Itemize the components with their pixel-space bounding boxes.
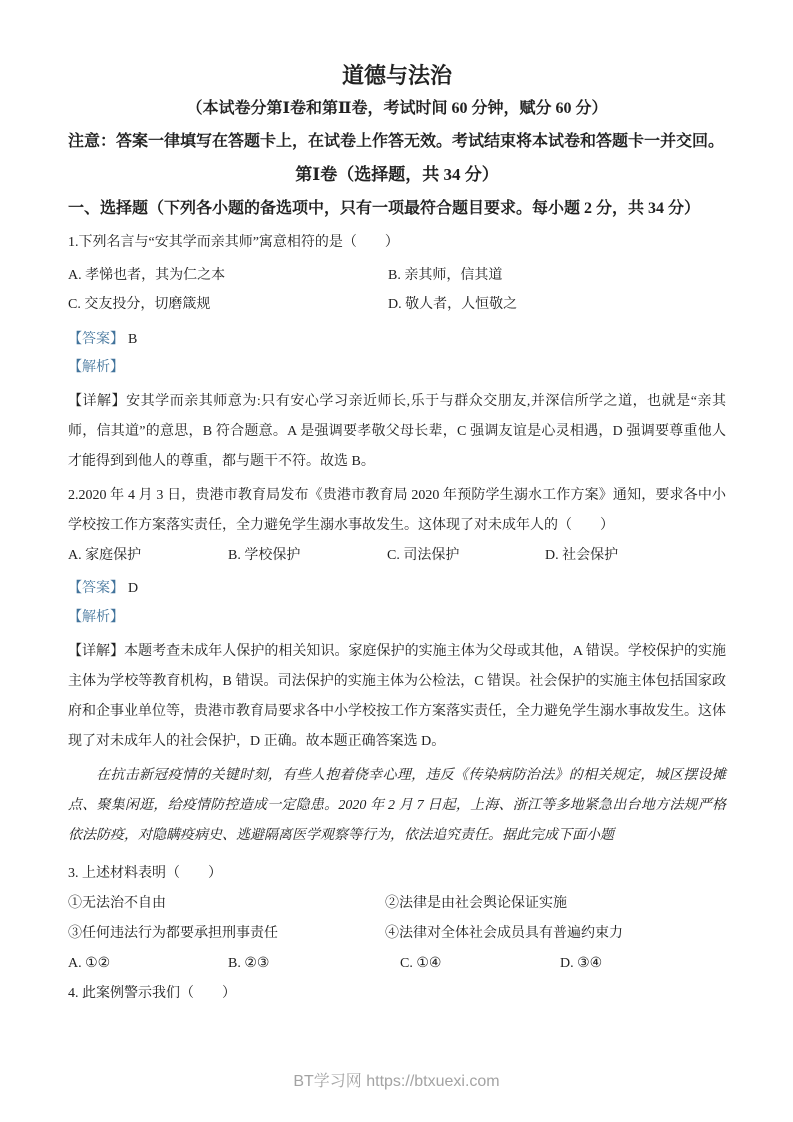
exam-notice: 注意：答案一律填写在答题卡上，在试卷上作答无效。考试结束将本试卷和答题卡一并交回。 <box>68 133 725 150</box>
question-3 <box>68 863 726 975</box>
question-1-answer-line <box>68 329 726 351</box>
question-1-detail: 【详解】安其学而亲其师意为:只有安心学习亲近师长,乐于与群众交朋友,并深信所学之道，也就是“亲其师，信其道”的意思，B 符合题意。A 是强调要孝敬父母长辈，C 强调友谊是心灵相遇，D 强调要尊重他人才能得到到他人的尊重，都与题干不符。故选 B。 <box>68 394 726 469</box>
question-2-answer-value: D <box>128 581 139 596</box>
answer-label: 【答案】 <box>68 332 124 347</box>
analysis-label: 【解析】 <box>68 610 124 625</box>
question-3-option-d: D. ③④ <box>560 956 603 971</box>
question-3-options-row <box>68 953 726 975</box>
question-1 <box>68 232 726 477</box>
exam-subtitle: （本试卷分第Ⅰ卷和第Ⅱ卷，考试时间 60 分钟，赋分 60 分） <box>186 100 608 117</box>
question-3-item-2: ②法律是由社会舆论保证实施 <box>385 896 567 911</box>
question-3-stem: 3. 上述材料表明（ ） <box>68 866 222 881</box>
question-3-option-c: C. ①④ <box>400 956 442 971</box>
question-3-items-row-1 <box>68 893 726 915</box>
analysis-label: 【解析】 <box>68 360 124 375</box>
question-3-item-1: ①无法治不自由 <box>68 896 166 911</box>
material-paragraph: 在抗击新冠疫情的关键时刻，有些人抱着侥幸心理，违反《传染病防治法》的相关规定，城区摆设摊点、聚集闲逛，给疫情防控造成一定隐患。2020 年 2 月 7 日起，上海、浙江等多地紧急出台地方法规严格依法防疫，对隐瞒疫病史、逃避隔离医学观察等行为，依法追究责任。据此完成下面小题 <box>68 768 726 843</box>
answer-label: 【答案】 <box>68 581 124 596</box>
question-1-analysis-line <box>68 357 726 379</box>
question-1-options-row-1 <box>68 265 726 287</box>
question-2-options-row <box>68 545 726 567</box>
question-2-option-c: C. 司法保护 <box>387 548 460 563</box>
question-4-stem: 4. 此案例警示我们（ ） <box>68 986 236 1001</box>
question-4 <box>68 983 726 1005</box>
section-heading: 一、选择题（下列各小题的备选项中，只有一项最符合题目要求。每小题 2 分，共 34 分） <box>68 200 701 217</box>
question-1-stem: 1.下列名言与“安其学而亲其师”寓意相符的是（ ） <box>68 235 399 250</box>
question-3-items-row-2 <box>68 923 726 945</box>
footer-watermark: BT学习网 https://btxuexi.com <box>293 1073 500 1090</box>
question-2-option-a: A. 家庭保护 <box>68 548 142 563</box>
question-3-option-b: B. ②③ <box>228 956 270 971</box>
question-1-options-row-2 <box>68 294 726 316</box>
question-3-item-3: ③任何违法行为都要承担刑事责任 <box>68 926 278 941</box>
page-title: 道德与法治 <box>341 63 452 88</box>
question-1-option-d: D. 敬人者，人恒敬之 <box>388 297 518 312</box>
question-1-option-c: C. 交友投分，切磨箴规 <box>68 297 211 312</box>
part-1-heading: 第Ⅰ卷（选择题，共 34 分） <box>295 165 499 184</box>
question-2-detail: 【详解】本题考查未成年人保护的相关知识。家庭保护的实施主体为父母或其他，A 错误。学校保护的实施主体为学校等教育机构，B 错误。司法保护的实施主体为公检法，C 错误。社会保护的实施主体包括国家政府和企事业单位等，贵港市教育局要求各中小学校按工作方案落实责任，全力避免学生溺水事故发生。这体现了对未成年人的社会保护，D 正确。故本题正确答案选 D。 <box>68 644 726 749</box>
question-2-option-b: B. 学校保护 <box>228 548 301 563</box>
question-2-stem: 2.2020 年 4 月 3 日，贵港市教育局发布《贵港市教育局 2020 年预防学生溺水工作方案》通知，要求各中小学校按工作方案落实责任，全力避免学生溺水事故发生。这体现了对未成年人的（ ） <box>68 488 726 533</box>
question-2-answer-line <box>68 578 726 600</box>
question-2-analysis-line <box>68 607 726 629</box>
question-1-option-b: B. 亲其师，信其道 <box>388 268 503 283</box>
question-3-option-a: A. ①② <box>68 956 111 971</box>
question-2-option-d: D. 社会保护 <box>545 548 619 563</box>
question-3-item-4: ④法律对全体社会成员具有普遍约束力 <box>385 926 623 941</box>
question-2 <box>68 481 726 757</box>
question-1-answer-value: B <box>128 332 138 347</box>
question-1-option-a: A. 孝悌也者，其为仁之本 <box>68 268 226 283</box>
